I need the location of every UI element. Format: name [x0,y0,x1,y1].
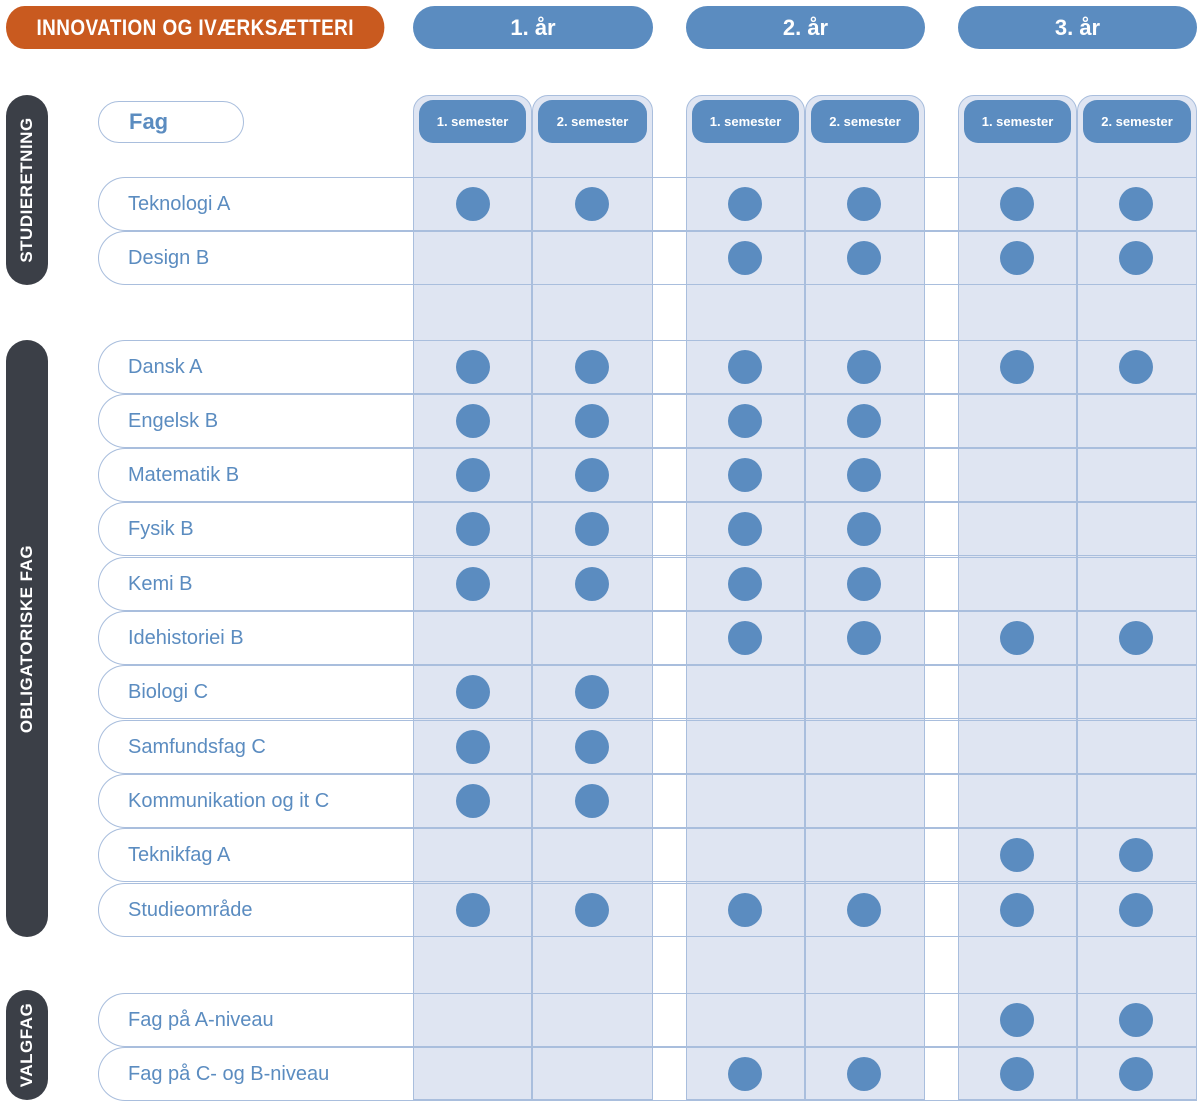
mark-dot [847,241,881,275]
mark-dot [1119,187,1153,221]
mark-dot [1119,893,1153,927]
section-label-valgfag [6,990,48,1100]
mark-dot [728,458,762,492]
semester-header-5: 1. semester [964,100,1071,143]
mark-dot [1000,1057,1034,1091]
row-label: Studieområde [128,898,253,921]
mark-dot [1000,187,1034,221]
year-header-2: 2. år [686,6,925,49]
row-label: Matematik B [128,463,240,486]
section-label-text: STUDIERETNING [17,117,36,263]
mark-dot [847,1057,881,1091]
table-row [98,448,1197,502]
mark-dot [456,512,490,546]
mark-dot [1000,350,1034,384]
mark-dot [728,621,762,655]
mark-dot [575,404,609,438]
table-row [98,502,1197,556]
row-label: Biologi C [128,680,209,703]
table-row [98,557,1197,611]
mark-dot [575,350,609,384]
mark-dot [456,350,490,384]
year-header-1: 1. år [413,6,653,49]
mark-dot [456,784,490,818]
mark-dot [1000,1003,1034,1037]
mark-dot [728,567,762,601]
row-label: Kommunikation og it C [128,789,330,812]
mark-dot [847,621,881,655]
fag-header: Fag [98,101,244,143]
mark-dot [1119,1057,1153,1091]
mark-dot [728,404,762,438]
semester-header-2: 2. semester [538,100,647,143]
year-header-3: 3. år [958,6,1197,49]
mark-dot [847,350,881,384]
mark-dot [1000,893,1034,927]
mark-dot [728,893,762,927]
mark-dot [847,404,881,438]
page-title [6,6,384,49]
mark-dot [728,350,762,384]
mark-dot [728,1057,762,1091]
row-label: Fag på C- og B-niveau [128,1062,330,1085]
mark-dot [847,893,881,927]
row-label: Samfundsfag C [128,735,266,758]
mark-dot [456,187,490,221]
mark-dot [1000,838,1034,872]
mark-dot [575,512,609,546]
mark-dot [575,187,609,221]
section-label-text: OBLIGATORISKE FAG [17,544,36,733]
mark-dot [1000,621,1034,655]
mark-dot [1119,621,1153,655]
mark-dot [1119,350,1153,384]
mark-dot [1119,838,1153,872]
section-label-studieretning [6,95,48,285]
table-row [98,394,1197,448]
semester-header-6: 2. semester [1083,100,1191,143]
mark-dot [728,241,762,275]
section-label-text: VALGFAG [17,1002,36,1088]
row-label: Kemi B [128,572,193,595]
section-label-obligatoriske-fag [6,340,48,937]
mark-dot [456,567,490,601]
mark-dot [575,567,609,601]
row-label: Teknologi A [128,192,231,215]
mark-dot [847,458,881,492]
page-title-text: INNOVATION OG IVÆRKSÆTTERI [36,14,354,40]
mark-dot [575,730,609,764]
mark-dot [456,730,490,764]
mark-dot [575,893,609,927]
mark-dot [1119,241,1153,275]
semester-header-3: 1. semester [692,100,799,143]
mark-dot [1119,1003,1153,1037]
mark-dot [575,458,609,492]
mark-dot [847,512,881,546]
row-label: Engelsk B [128,409,219,432]
mark-dot [847,187,881,221]
table-row [98,665,1197,719]
row-label: Idehistoriei B [128,626,244,649]
mark-dot [456,458,490,492]
mark-dot [728,187,762,221]
row-label: Teknikfag A [128,843,231,866]
row-label: Fysik B [128,517,194,540]
mark-dot [575,784,609,818]
mark-dot [456,404,490,438]
mark-dot [847,567,881,601]
semester-header-1: 1. semester [419,100,526,143]
semester-header-4: 2. semester [811,100,919,143]
row-label: Dansk A [128,355,203,378]
row-label: Fag på A-niveau [128,1008,274,1031]
mark-dot [456,893,490,927]
mark-dot [575,675,609,709]
mark-dot [1000,241,1034,275]
row-label: Design B [128,246,210,269]
mark-dot [456,675,490,709]
mark-dot [728,512,762,546]
